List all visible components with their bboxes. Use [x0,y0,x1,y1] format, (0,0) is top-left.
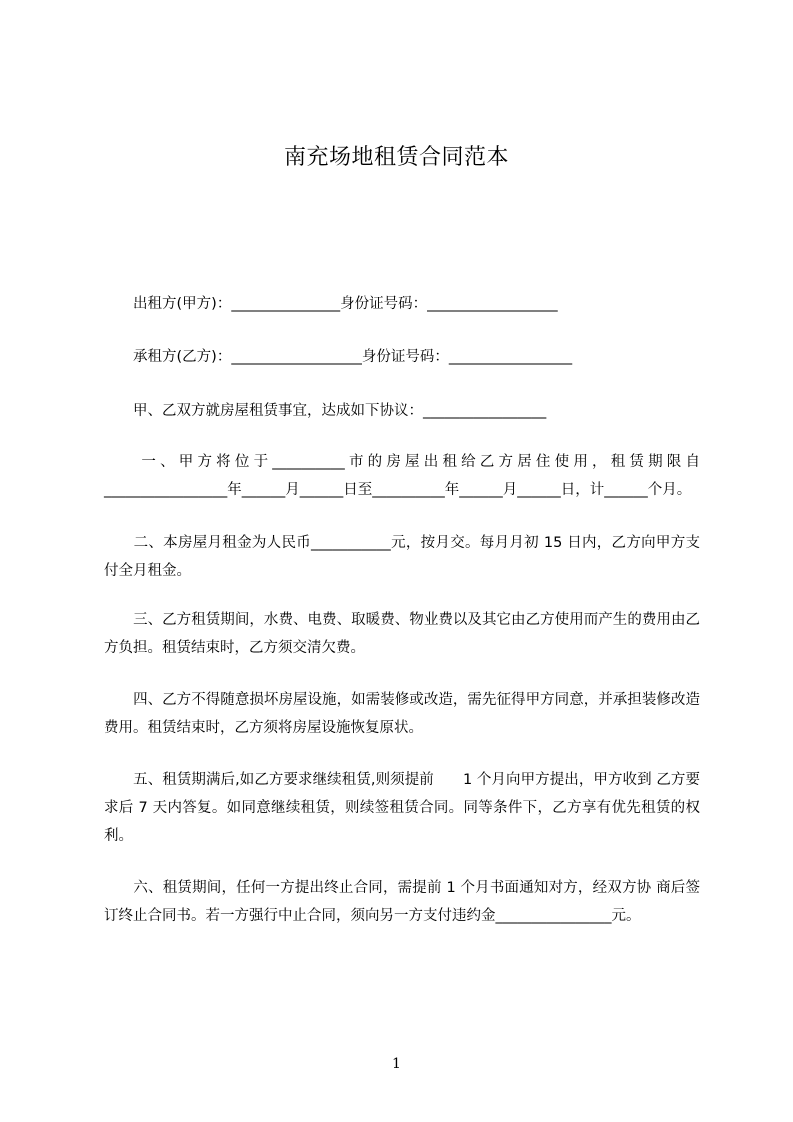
clause-4: 四、乙方不得随意损坏房屋设施，如需装修或改造，需先征得甲方同意，并承担装修改造费用。租赁结束时，乙方须将房屋设施恢复原状。 [104,692,700,736]
page-number: 1 [392,1056,401,1072]
lessor-line: 出租方(甲方)：_______________身份证号码：__________________ [104,296,558,312]
clause-6: 六、租赁期间，任何一方提出终止合同，需提前 1 个月书面通知对方，经双方协 商后签订终止合同书。若一方强行中止合同，须向另一方支付违约金________________元。 [104,880,700,924]
clause-1: 一、甲方将位于__________市的房屋出租给乙方居住使用，租赁期限自_________________年______月______日至__________年______月______日，计______个月。 [104,454,700,498]
clause-3: 三、乙方租赁期间，水费、电费、取暖费、物业费以及其它由乙方使用而产生的费用由乙方负担。租赁结束时，乙方须交清欠费。 [104,612,700,656]
clause-2: 二、本房屋月租金为人民币___________元，按月交。每月月初 15 日内，乙方向甲方支付全月租金。 [104,535,700,579]
lessee-line: 承租方(乙方)：__________________身份证号码：_________________ [104,349,573,365]
clause-5: 五、租赁期满后,如乙方要求继续租赁,则须提前 1 个月向甲方提出，甲方收到 乙方要求后 7 天内答复。如同意继续租赁，则续签租赁合同。同等条件下，乙方享有优先租赁的权利。 [104,772,700,844]
agreement-line: 甲、乙双方就房屋租赁事宜，达成如下协议：_________________ [104,403,547,419]
document-title: 南充场地租赁合同范本 [283,145,509,170]
